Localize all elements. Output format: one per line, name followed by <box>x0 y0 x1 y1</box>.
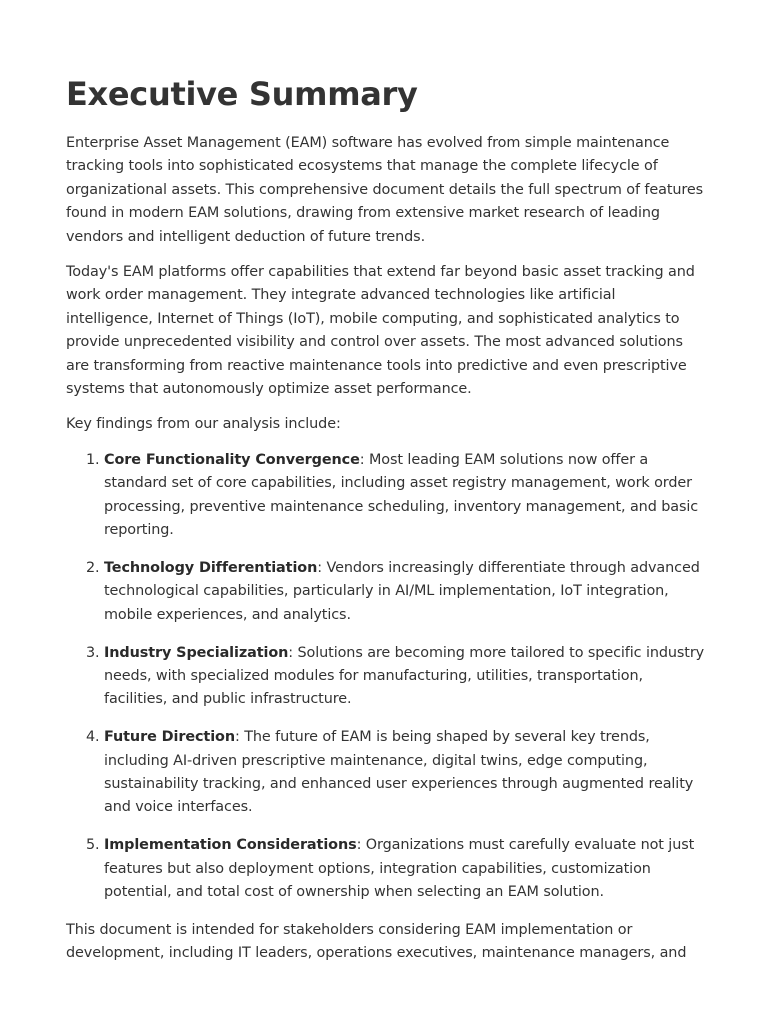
finding-title: Technology Differentiation <box>104 559 318 576</box>
page-title: Executive Summary <box>66 75 418 113</box>
finding-text: : Most leading EAM solutions now offer a standard set of core capabilities, including asset registry management, work order processing, preventive maintenance scheduling, inventory management, and basic reporting. <box>104 451 699 539</box>
finding-title: Core Functionality Convergence <box>104 451 360 468</box>
list-item <box>104 642 706 712</box>
list-item <box>104 726 706 820</box>
intro-paragraph: Enterprise Asset Management (EAM) software has evolved from simple maintenance tracking tools into sophisticated ecosystems that manage the complete lifecycle of organizational assets. This comprehensive document details the full spectrum of features found in modern EAM solutions, drawing from extensive market research of leading vendors and intelligent deduction of future trends. <box>66 135 704 245</box>
closing-paragraph: This document is intended for stakeholders considering EAM implementation or development, including IT leaders, operations executives, maintenance managers, and <box>66 921 687 962</box>
finding-title: Implementation Considerations <box>104 837 357 854</box>
list-item <box>104 449 706 543</box>
finding-text: : The future of EAM is being shaped by several key trends, including AI-driven prescriptive maintenance, digital twins, edge computing, sustainability tracking, and enhanced user experiences through augmented reality and voice interfaces. <box>104 729 694 816</box>
finding-title: Industry Specialization <box>104 644 289 661</box>
finding-text: : Organizations must carefully evaluate not just features but also deployment options, integration capabilities, customization potential, and total cost of ownership when selecting an EAM solution. <box>104 837 695 900</box>
finding-title: Future Direction <box>104 729 235 746</box>
finding-text: : Vendors increasingly differentiate through advanced technological capabilities, particularly in AI/ML implementation, IoT integration, mobile experiences, and analytics. <box>104 559 700 623</box>
findings-intro-paragraph: Key findings from our analysis include: <box>66 416 341 433</box>
document-page <box>66 72 706 978</box>
platforms-paragraph: Today's EAM platforms offer capabilities that extend far beyond basic asset tracking and work order management. They integrate advanced technologies like artificial intelligence, Internet of Things (IoT), mobile computing, and sophisticated analytics to provide unprecedented visibility and control over assets. The most advanced solutions are transforming from reactive maintenance tools into predictive and even prescriptive systems that autonomously optimize asset performance. <box>66 264 695 398</box>
list-item <box>104 834 706 904</box>
list-item <box>104 557 706 627</box>
key-findings-list <box>66 449 706 904</box>
finding-text: : Solutions are becoming more tailored to specific industry needs, with specialized modules for manufacturing, utilities, transportation, facilities, and public infrastructure. <box>104 644 705 708</box>
